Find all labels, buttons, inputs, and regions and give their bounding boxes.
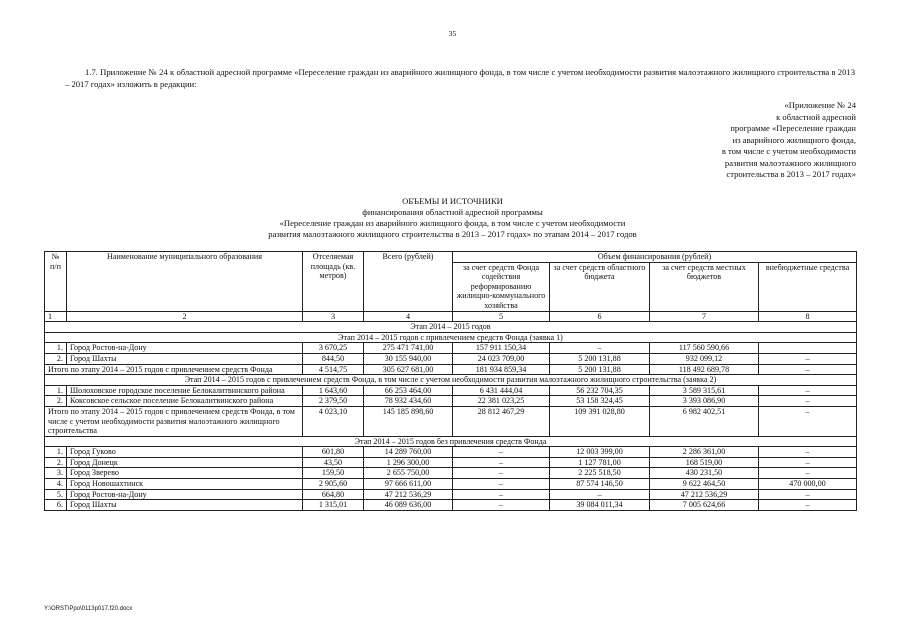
row-total: 30 155 940,00 <box>364 353 453 364</box>
row-local: 7 005 624,66 <box>650 500 759 511</box>
row-regional: 56 232 704,35 <box>550 385 650 396</box>
column-number: 8 <box>759 311 857 322</box>
row-local: 9 622 464,50 <box>650 479 759 490</box>
section2-rows <box>45 385 857 406</box>
header-total: Всего (рублей) <box>364 252 453 312</box>
title-line: «Переселение граждан из аварийного жилищного фонда, в том числе с учетом необходимости <box>279 218 626 228</box>
table-row <box>45 343 857 354</box>
section1-rows <box>45 343 857 364</box>
appendix-line: строительства в 2013 – 2017 годах» <box>726 169 856 179</box>
financing-table <box>44 251 857 511</box>
header-local: за счет средств местных бюджетов <box>650 262 759 311</box>
row-regional: – <box>550 343 650 354</box>
row-name: Город Новошахтинск <box>67 479 303 490</box>
column-number: 2 <box>67 311 303 322</box>
document-title <box>0 196 905 240</box>
row-local: 932 099,12 <box>650 353 759 364</box>
row-regional: 12 003 399,00 <box>550 447 650 458</box>
row-extra: – <box>759 447 857 458</box>
row-area: 601,80 <box>303 447 364 458</box>
row-area: 3 670,25 <box>303 343 364 354</box>
title-line: ОБЪЕМЫ И ИСТОЧНИКИ <box>402 196 503 206</box>
section-row <box>45 436 857 447</box>
row-name: Город Зверево <box>67 468 303 479</box>
appendix-line: из аварийного жилищного фонда, <box>732 134 856 145</box>
row-regional: – <box>550 489 650 500</box>
row-total: 46 089 636,00 <box>364 500 453 511</box>
row-extra: – <box>759 457 857 468</box>
total-local: 6 982 402,51 <box>650 406 759 436</box>
row-local: 47 212 536,29 <box>650 489 759 500</box>
table-row <box>45 396 857 407</box>
row-name: Шолоховское городское поселение Белокалитвинского района <box>67 385 303 396</box>
total-fund: 28 812 467,29 <box>453 406 550 436</box>
section2-title: Этап 2014 – 2015 годов с привлечением средств Фонда, в том числе с учетом необходимости развития малоэтажного жилищного строительства (заявка 2) <box>45 375 857 386</box>
row-area: 159,50 <box>303 468 364 479</box>
total-local: 118 492 689,78 <box>650 364 759 375</box>
row-regional: 39 084 011,34 <box>550 500 650 511</box>
total-extra: – <box>759 364 857 375</box>
table-row <box>45 479 857 490</box>
row-num: 5. <box>45 489 67 500</box>
header-regional: за счет средств областного бюджета <box>550 262 650 311</box>
total-area: 4 023,10 <box>303 406 364 436</box>
row-num: 6. <box>45 500 67 511</box>
row-name: Город Гуково <box>67 447 303 458</box>
row-extra: – <box>759 500 857 511</box>
row-total: 78 932 434,60 <box>364 396 453 407</box>
row-fund: – <box>453 457 550 468</box>
row-local: 2 286 361,00 <box>650 447 759 458</box>
row-name: Город Шахты <box>67 353 303 364</box>
row-regional: 2 225 518,50 <box>550 468 650 479</box>
row-num: 1. <box>45 343 67 354</box>
row-fund: 24 023 709,00 <box>453 353 550 364</box>
section-row <box>45 375 857 386</box>
row-num: 4. <box>45 479 67 490</box>
appendix-line: к областной адресной <box>776 111 856 122</box>
row-local: 117 560 590,66 <box>650 343 759 354</box>
stage-row <box>45 322 857 333</box>
table-row <box>45 447 857 458</box>
title-line: финансирования областной адресной программы <box>362 207 543 217</box>
section1-title: Этап 2014 – 2015 годов с привлечением средств Фонда (заявка 1) <box>45 332 857 343</box>
row-total: 47 212 536,29 <box>364 489 453 500</box>
row-local: 168 519,00 <box>650 457 759 468</box>
row-local: 3 393 086,90 <box>650 396 759 407</box>
row-extra: – <box>759 353 857 364</box>
row-extra: – <box>759 396 857 407</box>
section3-title: Этап 2014 – 2015 годов без привлечения средств Фонда <box>45 436 857 447</box>
row-area: 43,50 <box>303 457 364 468</box>
column-number: 7 <box>650 311 759 322</box>
table-row <box>45 353 857 364</box>
row-name: Коксовское сельское поселение Белокалитвинского района <box>67 396 303 407</box>
row-local: 430 231,50 <box>650 468 759 479</box>
section1-total-row <box>45 364 857 375</box>
appendix-line: «Приложение № 24 <box>784 100 856 110</box>
row-area: 664,80 <box>303 489 364 500</box>
header-fund: за счет средств Фонда содействия реформированию жилищно-коммунального хозяйства <box>453 262 550 311</box>
table-row <box>45 385 857 396</box>
row-name: Город Ростов-на-Дону <box>67 343 303 354</box>
appendix-line: в том числе с учетом необходимости <box>721 146 856 156</box>
row-regional: 1 127 781,00 <box>550 457 650 468</box>
row-fund: 22 381 023,25 <box>453 396 550 407</box>
row-fund: – <box>453 447 550 458</box>
row-num: 2. <box>45 396 67 407</box>
section3-rows <box>45 447 857 511</box>
appendix-line: программе «Переселение граждан <box>730 123 856 133</box>
row-fund: – <box>453 489 550 500</box>
row-total: 275 471 741,00 <box>364 343 453 354</box>
row-total: 14 289 760,00 <box>364 447 453 458</box>
header-financing: Объем финансирования (рублей) <box>453 252 857 263</box>
row-area: 2 379,50 <box>303 396 364 407</box>
row-extra <box>759 343 857 354</box>
column-number: 4 <box>364 311 453 322</box>
file-path-footer: Y:\ORST\Ppo\0113p017.f20.docx <box>44 606 133 612</box>
total-extra: – <box>759 406 857 436</box>
row-total: 66 253 464,00 <box>364 385 453 396</box>
column-number: 3 <box>303 311 364 322</box>
column-number-row <box>45 311 857 322</box>
row-regional: 5 200 131,88 <box>550 353 650 364</box>
row-total: 97 666 611,00 <box>364 479 453 490</box>
total-sum: 145 185 898,60 <box>364 406 453 436</box>
row-name: Город Донецк <box>67 457 303 468</box>
row-name: Город Шахты <box>67 500 303 511</box>
row-num: 3. <box>45 468 67 479</box>
total-sum: 305 627 681,00 <box>364 364 453 375</box>
header-name: Наименование муниципального образования <box>67 252 303 312</box>
row-extra: – <box>759 489 857 500</box>
row-regional: 53 158 324,45 <box>550 396 650 407</box>
title-line: развития малоэтажного жилищного строительства в 2013 – 2017 годах» по этапам 2014 – 2017 годов <box>268 229 637 239</box>
total-regional: 109 391 028,80 <box>550 406 650 436</box>
column-number: 6 <box>550 311 650 322</box>
appendix-header <box>620 100 856 181</box>
row-total: 2 655 750,00 <box>364 468 453 479</box>
table-row <box>45 500 857 511</box>
row-area: 2 905,60 <box>303 479 364 490</box>
row-area: 1 643,60 <box>303 385 364 396</box>
section-row <box>45 332 857 343</box>
column-number: 1 <box>45 311 67 322</box>
row-local: 3 589 315,61 <box>650 385 759 396</box>
row-fund: 157 911 150,34 <box>453 343 550 354</box>
row-extra: 470 000,00 <box>759 479 857 490</box>
table-row <box>45 489 857 500</box>
row-total: 1 296 300,00 <box>364 457 453 468</box>
total-area: 4 514,75 <box>303 364 364 375</box>
row-area: 1 315,01 <box>303 500 364 511</box>
row-fund: 6 431 444,04 <box>453 385 550 396</box>
page-number: 35 <box>448 29 457 38</box>
row-area: 844,50 <box>303 353 364 364</box>
header-num: № п/п <box>45 252 67 312</box>
row-name: Город Ростов-на-Дону <box>67 489 303 500</box>
table-row <box>45 457 857 468</box>
table-row <box>45 468 857 479</box>
row-num: 2. <box>45 457 67 468</box>
row-extra: – <box>759 468 857 479</box>
row-num: 2. <box>45 353 67 364</box>
header-area: Отселяемая площадь (кв. метров) <box>303 252 364 312</box>
column-number: 5 <box>453 311 550 322</box>
appendix-line: развития малоэтажного жилищного <box>724 157 856 168</box>
total-regional: 5 200 131,88 <box>550 364 650 375</box>
total-label: Итого по этапу 2014 – 2015 годов с привлечением средств Фонда <box>45 364 303 375</box>
row-fund: – <box>453 500 550 511</box>
row-fund: – <box>453 479 550 490</box>
row-num: 1. <box>45 447 67 458</box>
stage-title: Этап 2014 – 2015 годов <box>45 322 857 333</box>
header-extra: внебюджетные средства <box>759 262 857 311</box>
total-fund: 181 934 859,34 <box>453 364 550 375</box>
row-regional: 87 574 146,50 <box>550 479 650 490</box>
intro-paragraph: 1.7. Приложение № 24 к областной адресной программе «Переселение граждан из аварийного жилищного фонда, в том числе с учетом необходимости развития малоэтажного жилищного строительства в 2013 – 2017 годах» изложить в редакции: <box>65 67 855 89</box>
row-extra: – <box>759 385 857 396</box>
row-num: 1. <box>45 385 67 396</box>
section2-total-row <box>45 406 857 436</box>
row-fund: – <box>453 468 550 479</box>
total-label: Итого по этапу 2014 – 2015 годов с привлечением средств Фонда, в том числе с учетом необходимости развития малоэтажного жилищного строительства <box>45 406 303 436</box>
